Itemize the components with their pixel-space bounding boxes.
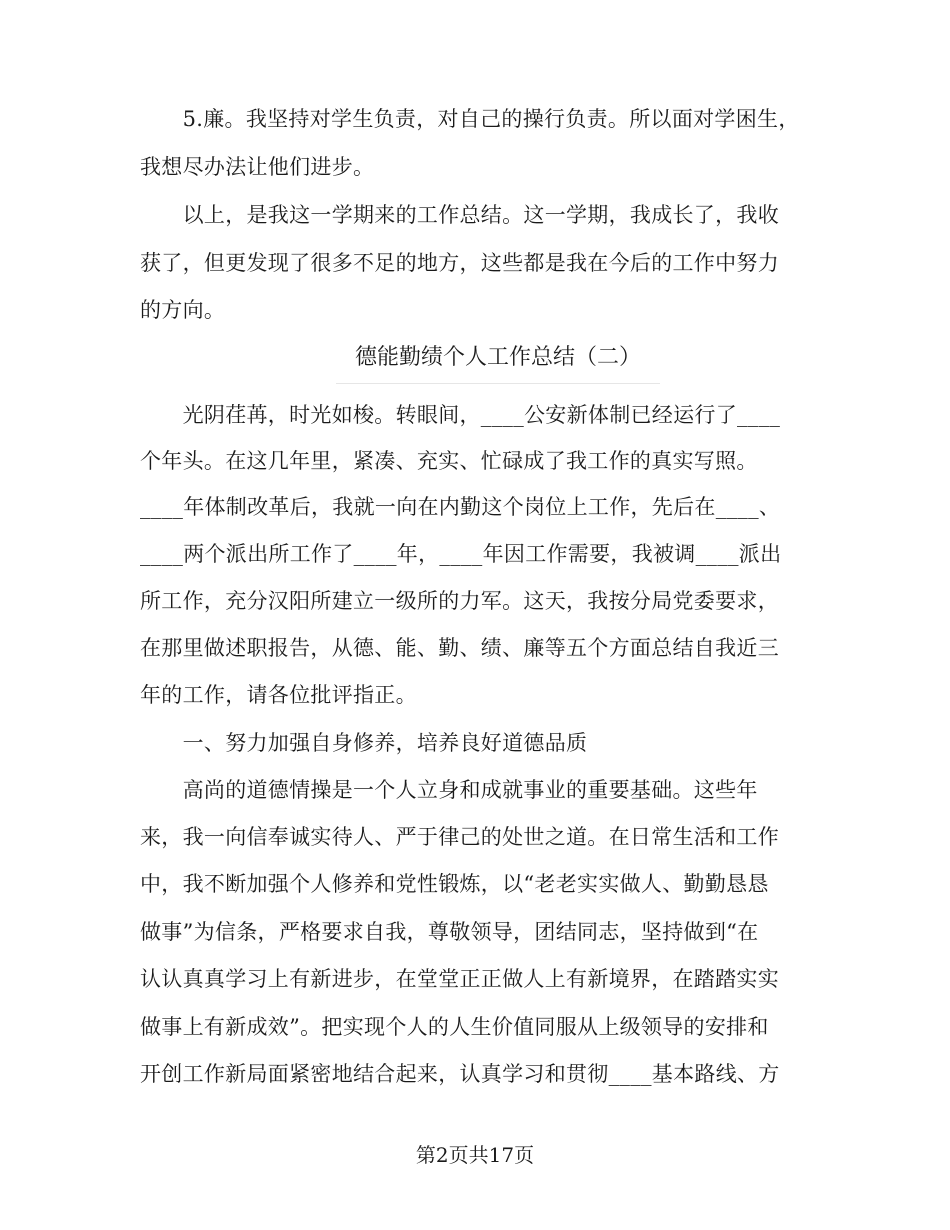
paragraph-line: 以上，是我这一学期来的工作总结。这一学期，我成长了，我收	[140, 203, 779, 227]
paragraph-line: 的方向。	[140, 298, 226, 322]
paragraph-line: 年的工作，请各位批评指正。	[140, 683, 417, 707]
paragraph-line: 开创工作新局面紧密地结合起来，认真学习和贯彻____基本路线、方	[140, 1062, 780, 1086]
paragraph-line: 我想尽办法让他们进步。	[140, 155, 375, 179]
paragraph-line: ____两个派出所工作了____年，____年因工作需要，我被调____派出	[140, 542, 782, 566]
paragraph-line: 来，我一向信奉诚实待人、严于律己的处世之道。在日常生活和工作	[140, 825, 779, 849]
paragraph-line: 光阴荏苒，时光如梭。转眼间，____公安新体制已经运行了____	[140, 403, 781, 427]
paragraph-line: 在那里做述职报告，从德、能、勤、绩、廉等五个方面总结自我近三	[140, 636, 779, 660]
paragraph-line: 认认真真学习上有新进步，在堂堂正正做人上有新境界，在踏踏实实	[140, 967, 779, 991]
paragraph-line: 所工作，充分汉阳所建立一级所的力军。这天，我按分局党委要求，	[140, 589, 779, 613]
section-title: 德能勤绩个人工作总结（二）	[336, 341, 660, 384]
paragraph-line: 中，我不断加强个人修养和党性锻炼，以“老老实实做人、勤勤恳恳	[140, 872, 769, 896]
paragraph-line: 个年头。在这几年里，紧凑、充实、忙碌成了我工作的真实写照。	[140, 449, 758, 473]
paragraph-line: 一、努力加强自身修养，培养良好道德品质	[140, 731, 588, 755]
paragraph-line: 获了，但更发现了很多不足的地方，这些都是我在今后的工作中努力	[140, 251, 779, 275]
paragraph-line: ____年体制改革后，我就一向在内勤这个岗位上工作，先后在____、	[140, 495, 781, 519]
paragraph-line: 5.廉。我坚持对学生负责，对自己的操行负责。所以面对学困生，	[140, 107, 800, 131]
paragraph-line: 做事上有新成效”。把实现个人的人生价值同服从上级领导的安排和	[140, 1015, 769, 1039]
paragraph-line: 高尚的道德情操是一个人立身和成就事业的重要基础。这些年	[140, 778, 758, 802]
page-number-footer: 第2页共17页	[415, 1143, 535, 1167]
paragraph-line: 做事”为信条，严格要求自我，尊敬领导，团结同志，坚持做到“在	[140, 920, 759, 944]
